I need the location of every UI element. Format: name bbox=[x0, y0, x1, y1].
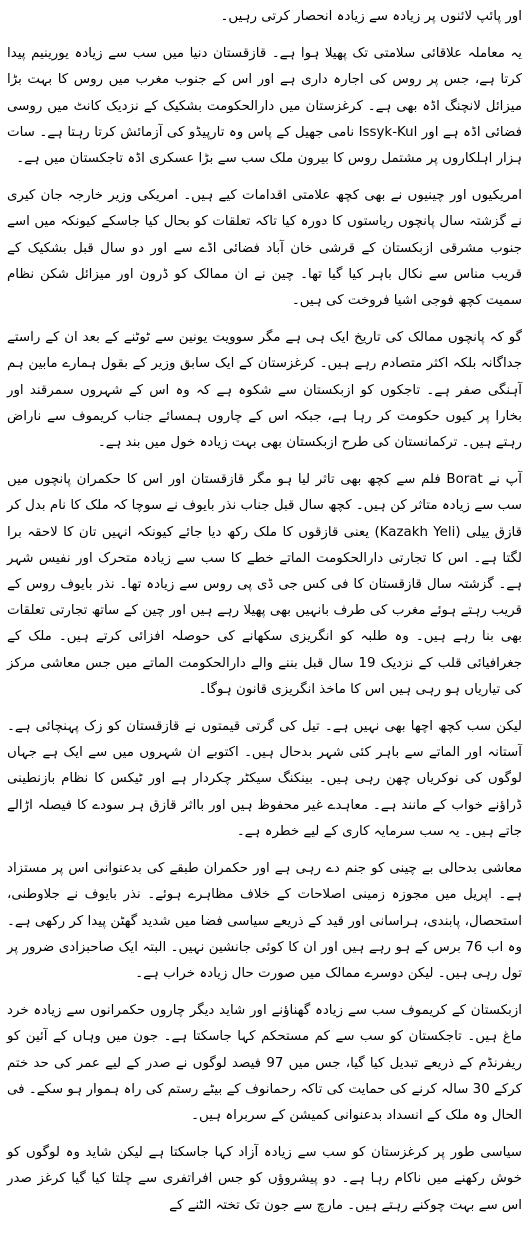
paragraph-economic-decline: معاشی بدحالی بے چینی کو جنم دے رہی ہے اور حکمران طبقے کی بدعنوانی اس پر مستزاد ہے۔ اپریل میں مجوزہ زمینی اصلاحات کے خلاف مظاہرے ہوئے۔ نذر بایوف نے جلاوطنی، استحصال، پابندی، ہراسانی اور قید کے ذریعے سیاسی فضا میں شدید گھٹن پیدا کر رکھی ہے۔ وہ اب 76 برس کے ہو رہے ہیں اور ان کا کوئی جانشین نہیں۔ البتہ ایک صاحبزادی ضرور پر تول رہی ہیں۔ لیکن دوسرے ممالک میں صورت حال زیادہ خراب ہے۔ bbox=[7, 861, 522, 981]
paragraph-american-chinese: امریکیوں اور چینیوں نے بھی کچھ علامتی اقدامات کیے ہیں۔ امریکی وزیر خارجہ جان کیری نے گزشتہ سال پانچوں ریاستوں کا دورہ کیا تاکہ تعلقات کو بحال کیا جاسکے کیونکہ میں اسے جنوب مشرقی ازبکستان کے قرشی خان آباد فضائی اڈے سے اور دو سال قبل بشکیک کے قریب مناس سے نکال باہر کیا گیا تھا۔ چین نے ان ممالک کو ڈرون اور میزائل شکن نظام سمیت کچھ فوجی اشیا فروخت کی ہیں۔ bbox=[7, 188, 522, 309]
paragraph-kyrgyzstan: سیاسی طور پر کرغزستان کو سب سے زیادہ آزاد کہا جاسکتا ہے لیکن شاید وہ لوگوں کو خوش رکھنے میں ناکام رہا ہے۔ دو پیشروؤں کو جس افراتفری سے چلتا کیا گیا کرغز صدر اس سے بہت چوکنے رہتے ہیں۔ مارچ سے جون تک تختہ الٹنے کے bbox=[7, 1145, 522, 1213]
paragraph-pipelines: اور پائپ لائنوں پر زیادہ سے زیادہ انحصار کرتی رہیں۔ bbox=[220, 9, 522, 24]
paragraph-shared-history: گو کہ پانچوں ممالک کی تاریخ ایک ہی ہے مگر سوویت یونین سے ٹوٹنے کے بعد ان کے راستے جداگانہ بلکہ اکثر متصادم رہے ہیں۔ کرغزستان کے ایک سابق وزیر کے بقول ہمارے مابین ہم آہنگی صفر ہے۔ تاجکوں کو ازبکستان سے شکوہ ہے کہ وہ اس کے شہروں سمرقند اور بخارا پر کیوں حکومت کر رہا ہے، جبکہ اس کے چاروں ہمسائے جناب کریموف سے ناراض رہتے ہیں۔ ترکمانستان کی طرح ازبکستان بھی بہت زیادہ خول میں بند ہے۔ bbox=[7, 330, 522, 451]
paragraph-regional-security: یہ معاملہ علاقائی سلامتی تک پھیلا ہوا ہے۔ قازقستان دنیا میں سب سے زیادہ یورینیم پیدا کرتا ہے، جس پر روس کی اجارہ داری ہے اور اس کے جنوب مغرب میں روس کا بہت بڑا میزائل لانچنگ اڈہ بھی ہے۔ کرغزستان میں دارالحکومت بشکیک کے نزدیک کانٹ میں روسی فضائی اڈہ ہے اور Issyk-Kul نامی جھیل کے پاس وہ تارپیڈو کی آزمائش کرتا رہتا ہے۔ سات ہزار اہلکاروں پر مشتمل روس کا بیرون ملک سب سے بڑا عسکری اڈہ تاجکستان میں ہے۔ bbox=[7, 46, 522, 167]
paragraph-not-all-good: لیکن سب کچھ اچھا بھی نہیں ہے۔ تیل کی گرتی قیمتوں نے قازقستان کو زک پہنچائی ہے۔ آستانہ اور الماتے سے باہر کئی شہر بدحال ہیں۔ اکتوبے ان شہروں میں سے ایک ہے جہاں لوگوں کی نوکریاں چھن رہی ہیں۔ بینکنگ سیکٹر چکردار ہے اور ٹیکس کا نظام بازنطینی ڈراؤنے خواب کے مانند ہے۔ معاہدے غیر محفوظ ہیں اور بااثر قازق ہر سودے کا فیصلہ اڑالے جاتے ہیں۔ یہ سب سرمایہ کاری کے لیے خطرہ ہے۔ bbox=[7, 719, 522, 839]
paragraph-kazakhstan: آپ نے Borat فلم سے کچھ بھی تاثر لیا ہو مگر قازقستان اور اس کا حکمران پانچوں میں سب سے زیادہ متاثر کن ہیں۔ کچھ سال قبل جناب نذر بایوف نے سوچا کہ ملک کا نام بدل کر قازق ییلی (Kazakh Yeli) یعنی قازقوں کا ملک رکھ دیا جائے کیونکہ انہیں تان کا لاحقہ برا لگتا ہے۔ اس کا تجارتی دارالحکومت الماتے خطے کا سب سے زیادہ متحرک اور نفیس شہر ہے۔ گزشتہ سال قازقستان کا فی کس جی ڈی پی روس سے زیادہ تھا۔ نذر بایوف روس کے قریب رہتے ہوئے مغرب کی طرف بانہیں بھی پھیلا رہے ہیں اور چین کے ساتھ تجارتی تعلقات بھی بنا رہے ہیں۔ وہ طلبہ کو انگریزی سکھانے کی حوصلہ افزائی کرتے ہیں۔ ملک کے جغرافیائی قلب کے نزدیک 19 سال قبل بننے والے دارالحکومت الماتے میں جس معاشی مرکز کی تیاریاں ہو رہی ہیں اس کا ماخذ انگریزی قانون ہوگا۔ bbox=[7, 472, 523, 697]
paragraph-uzbekistan-tajikistan: ازبکستان کے کریموف سب سے زیادہ گھناؤنے اور شاید دیگر چاروں حکمرانوں سے زیادہ خرد ماغ ہیں۔ تاجکستان کو سب سے کم مستحکم کہا جاسکتا ہے۔ جون میں وہاں کے آئین کو ریفرنڈم کے ذریعے تبدیل کیا گیا، جس میں 97 فیصد لوگوں نے صدر کے لیے عمر کی حد ختم کرکے 30 سالہ کرنے کی حمایت کی تاکہ رحمانوف کے بیٹے رستم کی راہ ہموار ہو سکے۔ فی الحال وہ ملک کے انسداد بدعنوانی کمیشن کے سربراہ ہیں۔ bbox=[7, 1003, 523, 1123]
